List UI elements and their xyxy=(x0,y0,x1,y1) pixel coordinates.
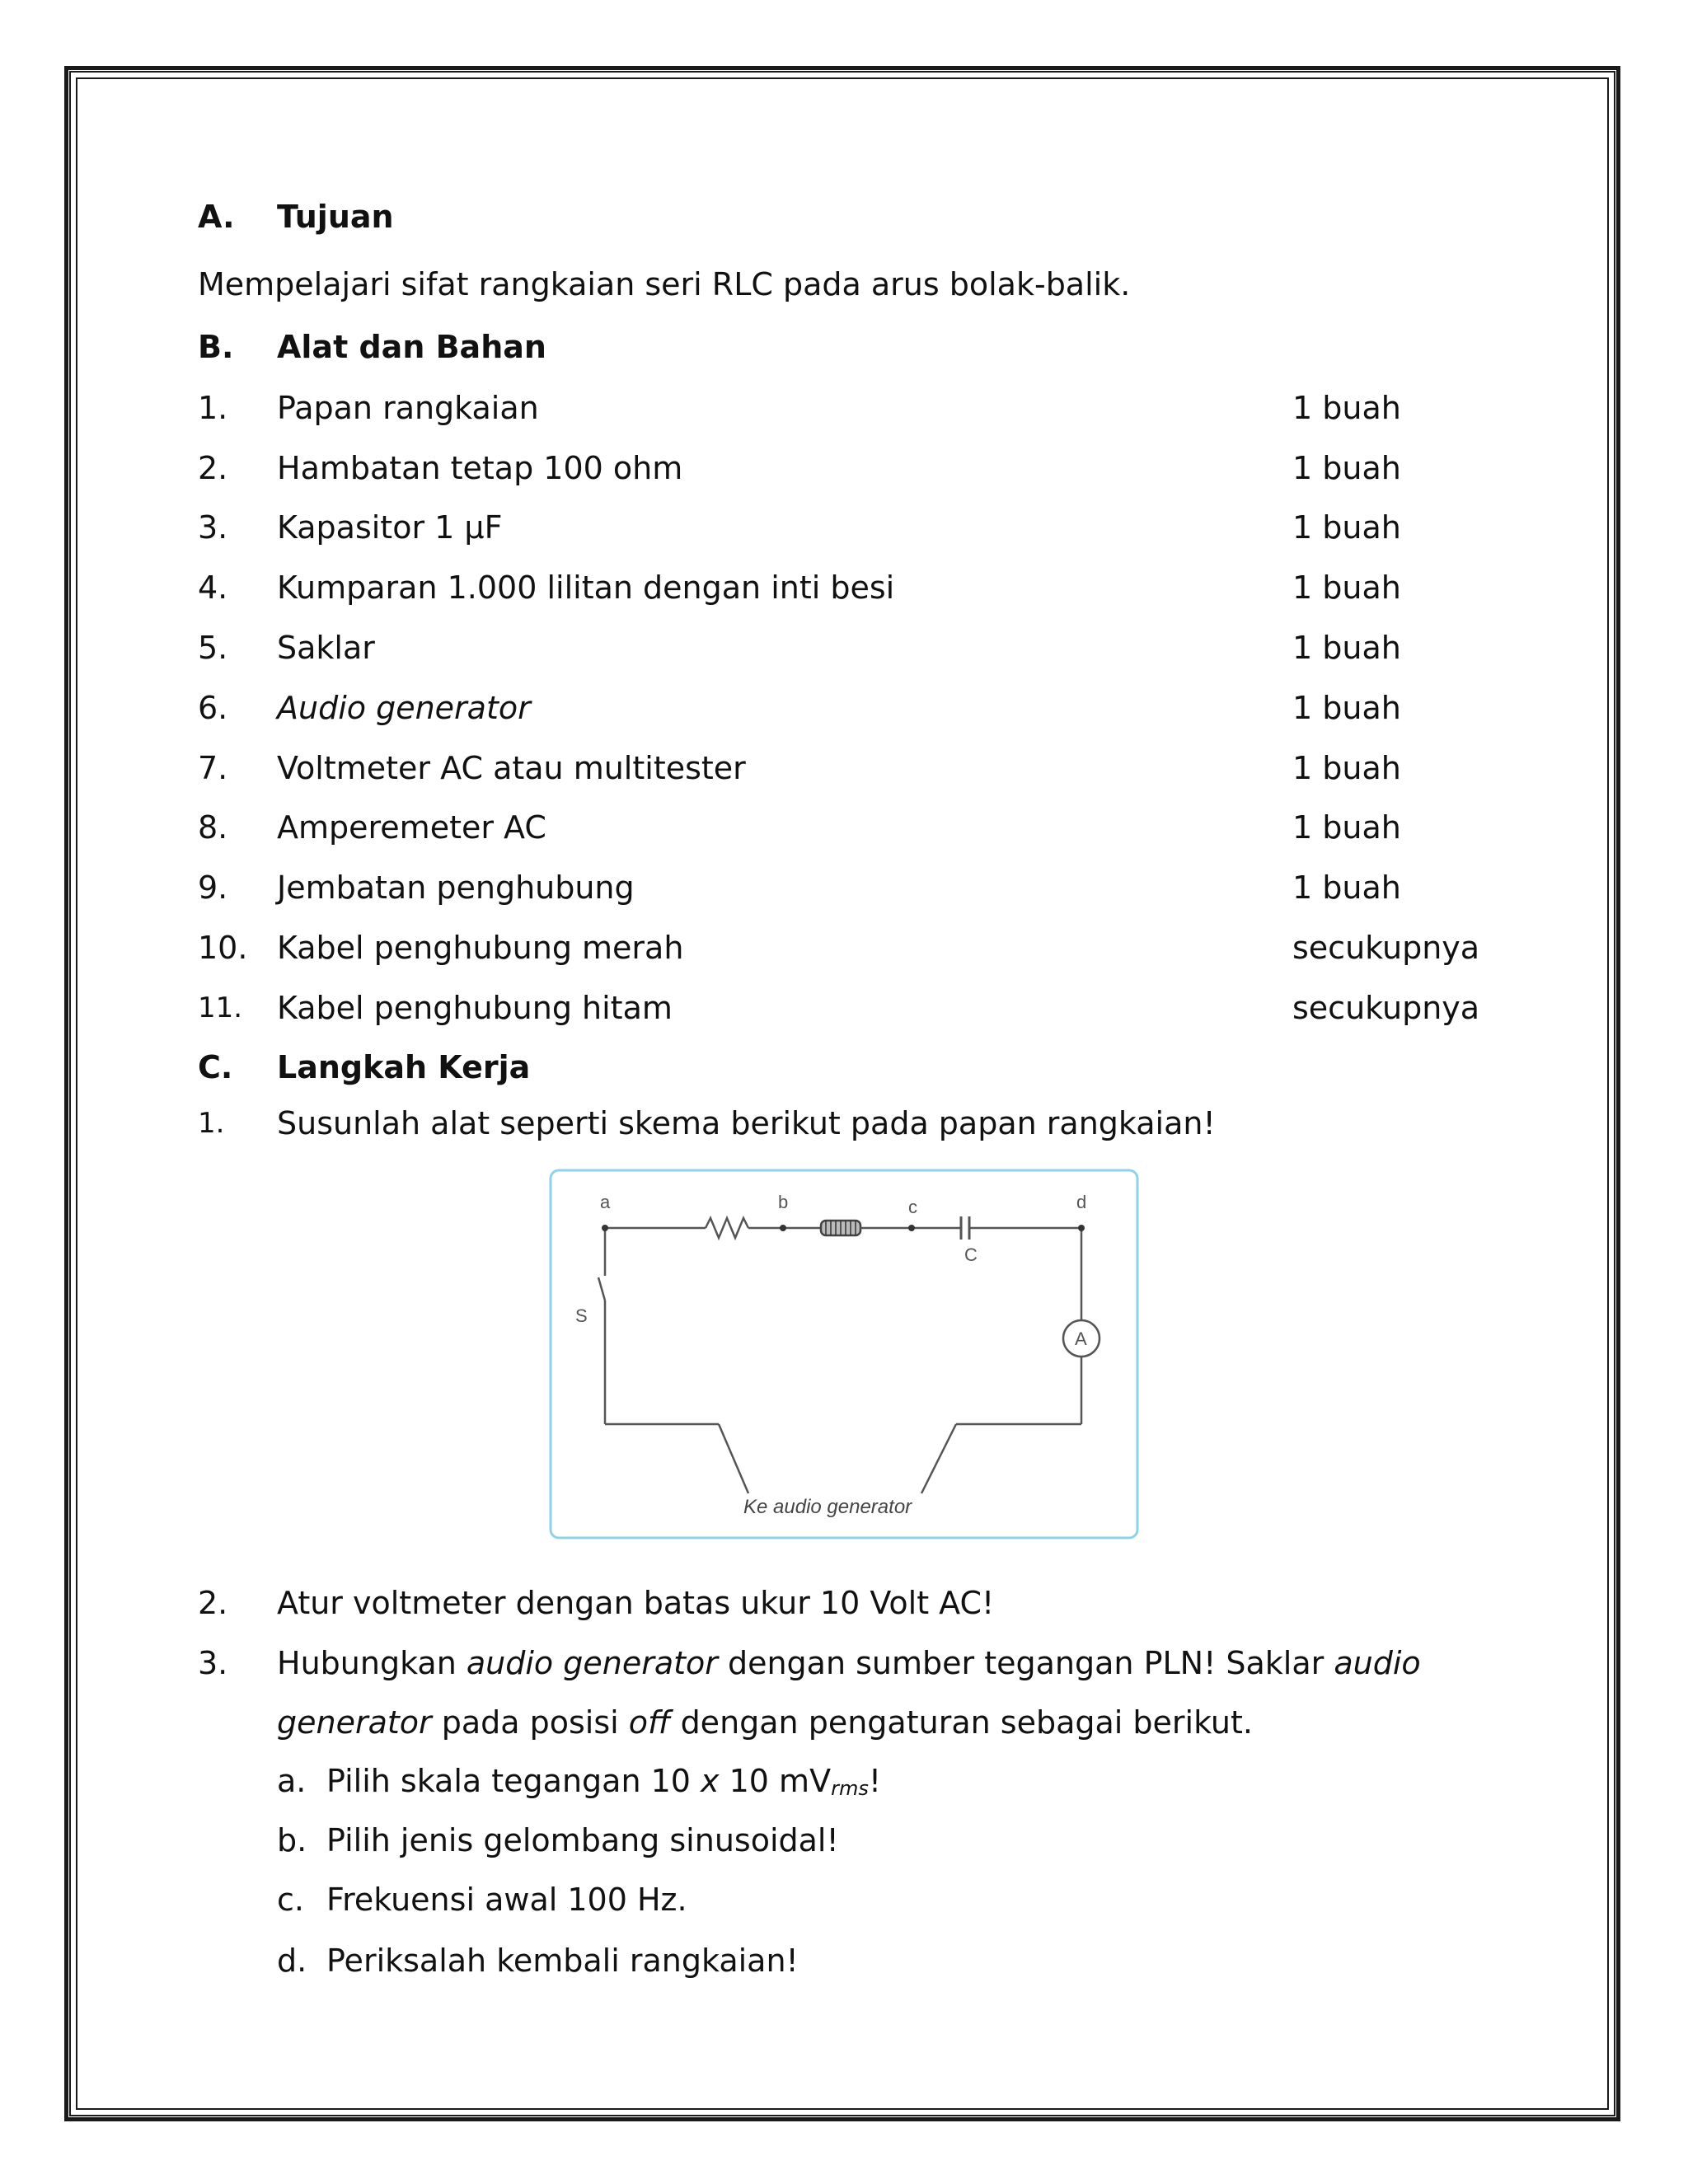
item-name: Kabel penghubung merah xyxy=(277,930,684,966)
item-quantity: 1 buah xyxy=(1292,809,1401,846)
text-run: Pilih skala tegangan 10 xyxy=(326,1763,701,1799)
section-b-letter: B. xyxy=(198,329,234,365)
step-text: Susunlah alat seperti skema berikut pada papan rangkaian! xyxy=(277,1105,1216,1141)
text-run: pada posisi xyxy=(431,1704,629,1741)
step-text-line-2 xyxy=(277,1704,1253,1741)
item-name: Audio generator xyxy=(277,690,531,726)
text-run: dengan sumber tegangan PLN! Saklar xyxy=(717,1645,1334,1681)
item-quantity: 1 buah xyxy=(1292,569,1401,606)
item-name: Kapasitor 1 μF xyxy=(277,509,503,546)
item-name: Kumparan 1.000 lilitan dengan inti besi xyxy=(277,569,895,606)
item-quantity: secukupnya xyxy=(1292,990,1480,1026)
item-number: 6. xyxy=(198,690,228,726)
section-c-letter: C. xyxy=(198,1049,233,1085)
switch-label: S xyxy=(575,1305,588,1326)
item-number: 11. xyxy=(198,991,243,1024)
capacitor-label: C xyxy=(964,1244,978,1265)
node-label-c: c xyxy=(908,1197,917,1217)
substep-label: a. xyxy=(277,1763,307,1799)
node-label-b: b xyxy=(778,1192,789,1212)
section-b-title: Alat dan Bahan xyxy=(277,329,546,365)
node-label-d: d xyxy=(1076,1192,1087,1212)
item-number: 4. xyxy=(198,569,228,606)
item-name: Saklar xyxy=(277,630,375,666)
text-run-italic: audio xyxy=(1334,1645,1421,1681)
substep-label: d. xyxy=(277,1943,307,1979)
item-number: 3. xyxy=(198,509,228,546)
item-quantity: 1 buah xyxy=(1292,390,1401,426)
item-quantity: 1 buah xyxy=(1292,509,1401,546)
item-quantity: 1 buah xyxy=(1292,750,1401,786)
node-dot xyxy=(1078,1225,1085,1231)
text-run: Hubungkan xyxy=(277,1645,467,1681)
item-number: 9. xyxy=(198,869,228,906)
section-a-title: Tujuan xyxy=(277,199,394,235)
substep-text: Frekuensi awal 100 Hz. xyxy=(326,1882,687,1918)
section-c-title: Langkah Kerja xyxy=(277,1049,531,1085)
step-text-line-1 xyxy=(277,1644,1421,1682)
node-label-a: a xyxy=(600,1192,611,1212)
node-dot xyxy=(602,1225,608,1231)
item-number: 8. xyxy=(198,809,228,846)
substep-label: b. xyxy=(277,1822,307,1858)
rms-subscript: rms xyxy=(831,1777,869,1800)
item-number: 10. xyxy=(198,930,248,966)
item-name: Kabel penghubung hitam xyxy=(277,990,673,1026)
item-name: Hambatan tetap 100 ohm xyxy=(277,450,683,486)
item-number: 1. xyxy=(198,390,228,426)
text-run: 10 mV xyxy=(719,1763,832,1799)
item-name: Voltmeter AC atau multitester xyxy=(277,750,746,786)
text-run-italic: x xyxy=(701,1763,720,1799)
node-dot xyxy=(908,1225,915,1231)
section-a-text: Mempelajari sifat rangkaian seri RLC pada arus bolak-balik. xyxy=(198,266,1131,302)
item-name: Papan rangkaian xyxy=(277,390,539,426)
step-text: Atur voltmeter dengan batas ukur 10 Volt AC! xyxy=(277,1585,995,1621)
item-name: Jembatan penghubung xyxy=(277,869,635,906)
rlc-circuit-diagram xyxy=(549,1169,1139,1540)
text-run-italic: generator xyxy=(277,1704,432,1741)
step-number: 1. xyxy=(198,1107,225,1140)
section-a-letter: A. xyxy=(198,199,235,235)
diagram-caption: Ke audio generator xyxy=(743,1496,912,1518)
item-quantity: 1 buah xyxy=(1292,450,1401,486)
text-run-italic: audio generator xyxy=(466,1645,718,1681)
text-run: ! xyxy=(868,1763,882,1799)
step-number: 3. xyxy=(198,1645,228,1681)
item-quantity: 1 buah xyxy=(1292,690,1401,726)
item-name: Amperemeter AC xyxy=(277,809,546,846)
item-number: 7. xyxy=(198,750,228,786)
item-quantity: 1 buah xyxy=(1292,869,1401,906)
item-quantity: secukupnya xyxy=(1292,930,1480,966)
item-number: 2. xyxy=(198,450,228,486)
text-run: dengan pengaturan sebagai berikut. xyxy=(670,1704,1253,1741)
step-number: 2. xyxy=(198,1585,228,1621)
ammeter-label: A xyxy=(1075,1329,1087,1349)
substep-text: Periksalah kembali rangkaian! xyxy=(326,1943,799,1979)
text-run-italic: off xyxy=(628,1704,671,1741)
node-dot xyxy=(780,1225,786,1231)
substep-text: Pilih jenis gelombang sinusoidal! xyxy=(326,1822,839,1858)
item-quantity: 1 buah xyxy=(1292,630,1401,666)
item-number: 5. xyxy=(198,630,228,666)
substep-label: c. xyxy=(277,1882,304,1918)
substep-text xyxy=(326,1762,881,1807)
